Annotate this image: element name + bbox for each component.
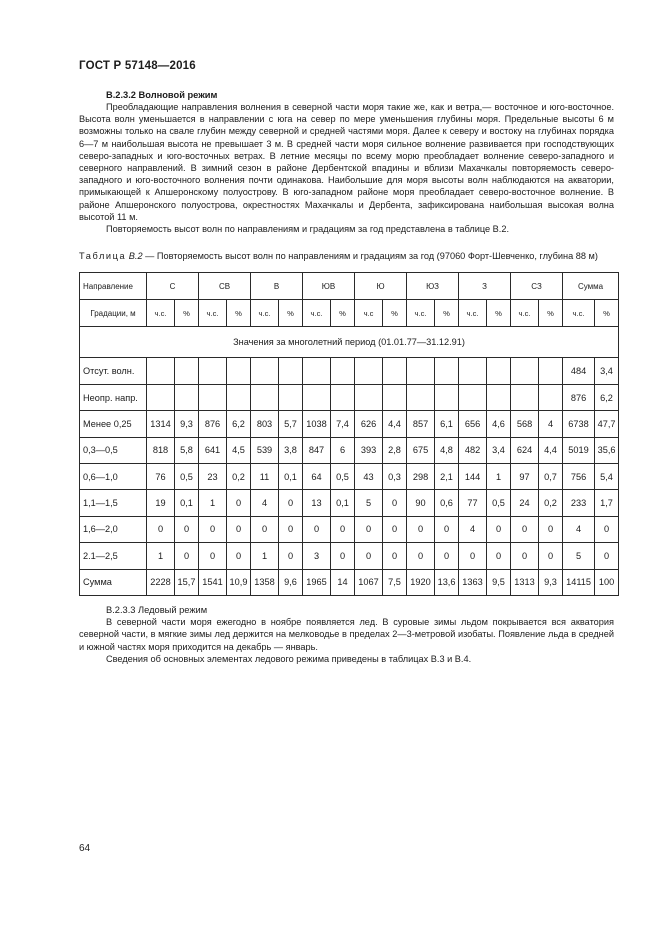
table-cell — [227, 384, 251, 410]
table-cell: 0 — [459, 543, 487, 569]
direction-header-cell: С — [147, 273, 199, 300]
table-caption-number: В.2 — [128, 251, 143, 262]
table-cell: 10,9 — [227, 569, 251, 595]
document-header: ГОСТ Р 57148—2016 — [79, 60, 196, 72]
table-cell — [227, 358, 251, 384]
row-label: 1,6—2,0 — [80, 516, 147, 542]
table-cell: 4 — [539, 411, 563, 437]
table-cell: 0 — [227, 543, 251, 569]
table-cell — [487, 384, 511, 410]
table-cell: 0 — [407, 516, 435, 542]
table-cell — [355, 358, 383, 384]
table-cell: 1 — [251, 543, 279, 569]
table-cell: 4,6 — [487, 411, 511, 437]
table-cell: 4,4 — [539, 437, 563, 463]
direction-header-cell: В — [251, 273, 303, 300]
unit-header-cell: ч.с. — [407, 300, 435, 327]
table-cell — [435, 358, 459, 384]
table-cell: 5 — [355, 490, 383, 516]
table-cell: 9,6 — [279, 569, 303, 595]
table-cell — [251, 358, 279, 384]
table-cell: 484 — [563, 358, 595, 384]
table-cell: 47,7 — [595, 411, 619, 437]
unit-header-cell: ч.с. — [511, 300, 539, 327]
table-cell: 0 — [407, 543, 435, 569]
table-cell: 1358 — [251, 569, 279, 595]
table-cell: 0,2 — [227, 464, 251, 490]
table-cell: 0 — [487, 543, 511, 569]
table-row — [80, 358, 619, 384]
table-cell: 0,7 — [539, 464, 563, 490]
table-cell: 1038 — [303, 411, 331, 437]
table-row — [80, 411, 619, 437]
table-cell: 482 — [459, 437, 487, 463]
table-cell — [511, 384, 539, 410]
table-cell: 0 — [175, 543, 199, 569]
ice-paragraph: В северной части моря ежегодно в ноябре появляется лед. В суровые зимы льдом покрывается вся акватория северной части, в мягкие зимы лед держится на мелководье в пределах 2—3-метровой изобаты. Появление льда в средней и южной частях моря приходится на декабрь — январь. — [79, 617, 614, 652]
table-cell: 0,5 — [175, 464, 199, 490]
table-cell — [251, 384, 279, 410]
table-cell: 568 — [511, 411, 539, 437]
table-cell: 4 — [251, 490, 279, 516]
table-cell: 1,7 — [595, 490, 619, 516]
table-cell: 857 — [407, 411, 435, 437]
table-cell — [303, 384, 331, 410]
unit-header-cell: ч.с. — [147, 300, 175, 327]
table-cell — [407, 358, 435, 384]
table-row — [80, 464, 619, 490]
table-cell: 13,6 — [435, 569, 459, 595]
page-content — [79, 89, 614, 665]
table-row — [80, 384, 619, 410]
table-cell: 1965 — [303, 569, 331, 595]
table-cell: 0 — [227, 516, 251, 542]
direction-header: Направление — [80, 273, 147, 300]
table-cell: 0 — [511, 516, 539, 542]
table-cell: 3 — [303, 543, 331, 569]
unit-header-cell: % — [435, 300, 459, 327]
table-cell — [383, 384, 407, 410]
table-cell — [175, 358, 199, 384]
table-cell: 4 — [563, 516, 595, 542]
table-cell: 6,1 — [435, 411, 459, 437]
table-cell: 9,3 — [539, 569, 563, 595]
table-cell: 0,1 — [175, 490, 199, 516]
ice-table-reference: Сведения об основных элементах ледового режима приведены в таблицах В.3 и В.4. — [106, 653, 472, 664]
table-cell: 0 — [511, 543, 539, 569]
table-cell — [147, 384, 175, 410]
table-cell — [383, 358, 407, 384]
direction-header-cell: СВ — [199, 273, 251, 300]
table-cell — [331, 384, 355, 410]
table-cell: 144 — [459, 464, 487, 490]
table-cell: 656 — [459, 411, 487, 437]
unit-header-cell: % — [539, 300, 563, 327]
table-cell: 756 — [563, 464, 595, 490]
table-cell: 4,8 — [435, 437, 459, 463]
direction-header-cell: ЮЗ — [407, 273, 459, 300]
table-cell: 0 — [539, 543, 563, 569]
table-row — [80, 490, 619, 516]
table-cell: 43 — [355, 464, 383, 490]
table-cell — [539, 384, 563, 410]
table-cell — [459, 384, 487, 410]
table-cell: 5,8 — [175, 437, 199, 463]
table-cell: 0 — [199, 516, 227, 542]
table-cell: 0 — [595, 516, 619, 542]
unit-header-cell: % — [175, 300, 199, 327]
row-label: Неопр. напр. — [80, 384, 147, 410]
row-label: Менее 0,25 — [80, 411, 147, 437]
table-cell: 847 — [303, 437, 331, 463]
table-cell: 5 — [563, 543, 595, 569]
unit-header-cell: ч.с. — [199, 300, 227, 327]
table-cell: 5,4 — [595, 464, 619, 490]
table-cell: 13 — [303, 490, 331, 516]
unit-header-cell: % — [331, 300, 355, 327]
table-cell: 7,5 — [383, 569, 407, 595]
row-label: 1,1—1,5 — [80, 490, 147, 516]
table-cell: 6738 — [563, 411, 595, 437]
table-period-row — [80, 327, 619, 358]
table-header-units — [80, 300, 619, 327]
table-cell — [147, 358, 175, 384]
row-label: Отсут. волн. — [80, 358, 147, 384]
table-row — [80, 543, 619, 569]
table-cell — [435, 384, 459, 410]
table-cell: 876 — [199, 411, 227, 437]
table-cell: 6,2 — [227, 411, 251, 437]
table-cell: 5019 — [563, 437, 595, 463]
table-cell — [303, 358, 331, 384]
direction-header-cell: З — [459, 273, 511, 300]
table-cell: 1363 — [459, 569, 487, 595]
row-label: Сумма — [80, 569, 147, 595]
wave-frequency-table — [79, 272, 619, 596]
table-cell: 11 — [251, 464, 279, 490]
table-cell: 6 — [331, 437, 355, 463]
table-cell: 1541 — [199, 569, 227, 595]
table-cell — [355, 384, 383, 410]
table-cell: 393 — [355, 437, 383, 463]
table-cell: 298 — [407, 464, 435, 490]
row-label: 0,3—0,5 — [80, 437, 147, 463]
table-cell: 0 — [487, 516, 511, 542]
table-cell: 0 — [383, 490, 407, 516]
table-cell: 0 — [355, 543, 383, 569]
table-cell: 818 — [147, 437, 175, 463]
table-cell: 1920 — [407, 569, 435, 595]
section-title-wave: В.2.3.2 Волновой режим — [106, 90, 218, 100]
table-cell: 9,5 — [487, 569, 511, 595]
table-cell: 539 — [251, 437, 279, 463]
direction-header-cell: СЗ — [511, 273, 563, 300]
direction-header-cell: Ю — [355, 273, 407, 300]
table-cell: 675 — [407, 437, 435, 463]
table-cell: 0 — [175, 516, 199, 542]
unit-header-cell: % — [279, 300, 303, 327]
table-cell — [279, 358, 303, 384]
table-cell: 876 — [563, 384, 595, 410]
unit-header-cell: % — [383, 300, 407, 327]
table-cell: 97 — [511, 464, 539, 490]
table-cell: 0 — [331, 543, 355, 569]
table-cell: 35,6 — [595, 437, 619, 463]
table-cell: 3,4 — [487, 437, 511, 463]
table-caption — [79, 250, 614, 262]
table-cell — [175, 384, 199, 410]
table-cell: 4,5 — [227, 437, 251, 463]
table-cell: 0,3 — [383, 464, 407, 490]
section-title-ice: В.2.3.3 Ледовый режим — [106, 604, 208, 615]
table-cell: 9,3 — [175, 411, 199, 437]
table-cell: 0,5 — [487, 490, 511, 516]
table-cell: 624 — [511, 437, 539, 463]
table-cell: 0 — [435, 543, 459, 569]
table-cell: 3,4 — [595, 358, 619, 384]
table-cell: 0 — [539, 516, 563, 542]
table-cell: 24 — [511, 490, 539, 516]
table-cell: 64 — [303, 464, 331, 490]
table-cell: 15,7 — [175, 569, 199, 595]
table-cell: 100 — [595, 569, 619, 595]
table-cell: 0,1 — [331, 490, 355, 516]
table-cell: 0 — [435, 516, 459, 542]
table-cell — [487, 358, 511, 384]
table-cell: 626 — [355, 411, 383, 437]
page-number: 64 — [79, 843, 91, 854]
wave-paragraph: Преобладающие направления волнения в северной части моря такие же, как и ветра,— восточное и юго-восточное. Высота волн уменьшается в направлении с юга на север по мере уменьшения глубины моря. Предельные высоты 6 м возможны только на свале глубин между северной и средней частями моря. Далее к северу и востоку на глубинах порядка 6—7 м наибольшая высота не превышает 3 м. В средней части моря сильное волнение развивается при господствующих северо-западных и юго-восточных ветрах. В летние месяцы по всему морю преобладает волнение северо-западного и северного направлений. В зимний сезон в районе Дербентской впадины и вблизи Махачкалы повторяемость северо-западного и юго-восточного волнения почти одинакова. Наибольшие для моря высоты волн наблюдаются на акватории, примыкающей к Апшеронскому полуострову. В юго-западном районе моря преобладает северо-восточное волнение. В районе Апшеронского полуострова, окрестностях Махачкалы и Дербента, зафиксирована наибольшая высокая волна высотой 11 м. — [79, 102, 614, 222]
row-label: 0,6—1,0 — [80, 464, 147, 490]
table-cell: 0 — [199, 543, 227, 569]
table-cell: 0,5 — [331, 464, 355, 490]
table-row — [80, 516, 619, 542]
row-label: 2.1—2,5 — [80, 543, 147, 569]
unit-header-cell: ч.с. — [459, 300, 487, 327]
table-cell — [199, 384, 227, 410]
table-cell: 14 — [331, 569, 355, 595]
table-caption-word: Таблица — [79, 251, 127, 262]
table-row — [80, 437, 619, 463]
table-cell: 5,7 — [279, 411, 303, 437]
unit-header-cell: ч.с. — [303, 300, 331, 327]
unit-header-cell: ч.с — [355, 300, 383, 327]
table-cell: 0,1 — [279, 464, 303, 490]
table-cell: 4,4 — [383, 411, 407, 437]
direction-header-cell: ЮВ — [303, 273, 355, 300]
table-row — [80, 569, 619, 595]
table-cell: 76 — [147, 464, 175, 490]
table-cell: 1 — [147, 543, 175, 569]
table-cell — [199, 358, 227, 384]
table-cell: 641 — [199, 437, 227, 463]
table-cell: 3,8 — [279, 437, 303, 463]
table-cell: 1313 — [511, 569, 539, 595]
table-cell: 23 — [199, 464, 227, 490]
table-cell — [407, 384, 435, 410]
table-cell: 0 — [355, 516, 383, 542]
table-cell: 0 — [227, 490, 251, 516]
table-caption-text: — Повторяемость высот волн по направлениям и градациям за год (97060 Форт-Шевченко, глубина 88 м) — [142, 251, 598, 262]
table-cell: 803 — [251, 411, 279, 437]
table-cell — [459, 358, 487, 384]
table-cell: 233 — [563, 490, 595, 516]
gradation-header: Градации, м — [80, 300, 147, 327]
table-cell: 0 — [331, 516, 355, 542]
table-cell: 14115 — [563, 569, 595, 595]
table-cell: 4 — [459, 516, 487, 542]
table-cell: 2,8 — [383, 437, 407, 463]
unit-header-cell: ч.с. — [563, 300, 595, 327]
table-cell: 1067 — [355, 569, 383, 595]
table-header-directions — [80, 273, 619, 300]
table-cell: 1 — [487, 464, 511, 490]
unit-header-cell: ч.с. — [251, 300, 279, 327]
table-cell: 2,1 — [435, 464, 459, 490]
table-cell: 0 — [383, 516, 407, 542]
table-cell: 0 — [595, 543, 619, 569]
table-cell: 2228 — [147, 569, 175, 595]
table-cell: 7,4 — [331, 411, 355, 437]
table-cell: 0,2 — [539, 490, 563, 516]
table-cell: 6,2 — [595, 384, 619, 410]
wave-table-reference: Повторяемость высот волн по направлениям и градациям за год представлена в таблице В.2. — [106, 224, 509, 235]
table-cell: 0 — [147, 516, 175, 542]
table-cell: 1314 — [147, 411, 175, 437]
unit-header-cell: % — [595, 300, 619, 327]
table-cell — [331, 358, 355, 384]
table-cell: 0 — [279, 490, 303, 516]
table-cell — [539, 358, 563, 384]
table-cell: 77 — [459, 490, 487, 516]
table-cell: 19 — [147, 490, 175, 516]
table-cell — [511, 358, 539, 384]
table-cell: 0 — [279, 516, 303, 542]
table-cell — [279, 384, 303, 410]
table-cell: 1 — [199, 490, 227, 516]
table-cell: 0,6 — [435, 490, 459, 516]
unit-header-cell: % — [487, 300, 511, 327]
table-cell: 0 — [251, 516, 279, 542]
unit-header-cell: % — [227, 300, 251, 327]
table-cell: 0 — [303, 516, 331, 542]
period-label: Значения за многолетний период (01.01.77—31.12.91) — [80, 327, 619, 358]
table-cell: 90 — [407, 490, 435, 516]
table-cell: 0 — [279, 543, 303, 569]
direction-header-cell: Сумма — [563, 273, 619, 300]
table-cell: 0 — [383, 543, 407, 569]
